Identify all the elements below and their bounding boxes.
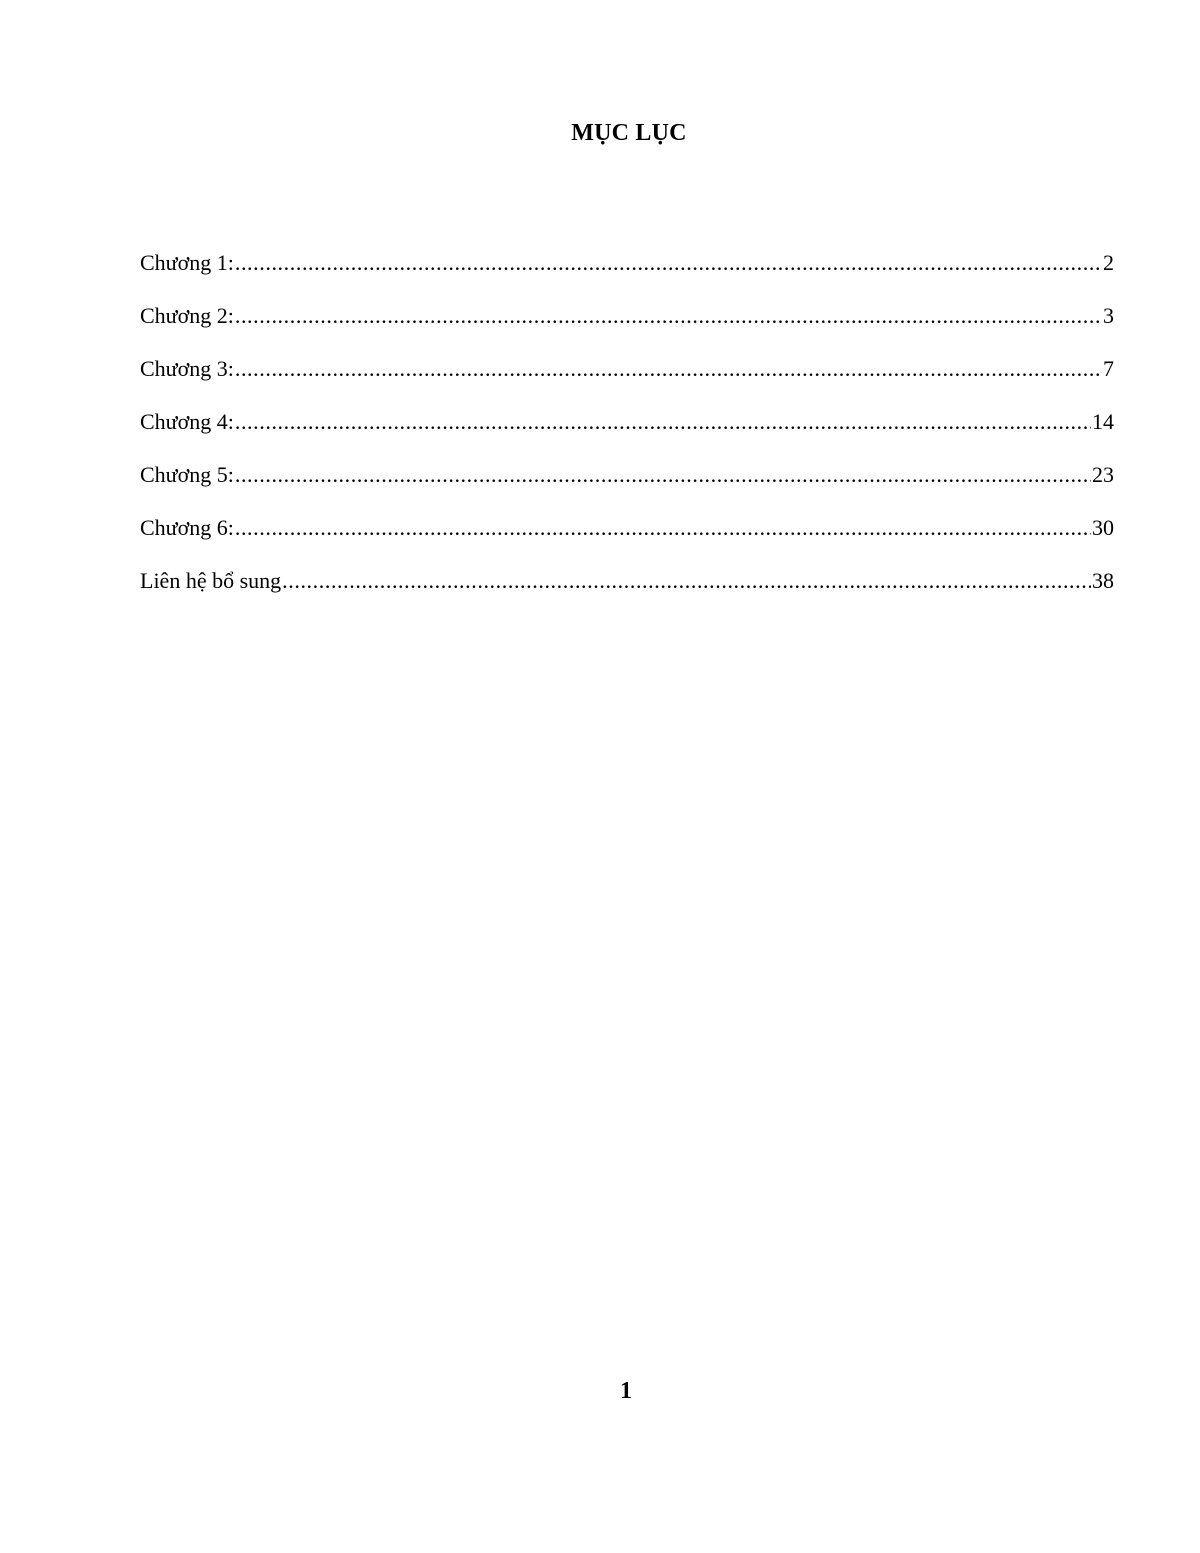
toc-entry-label: Chương 3: [140, 356, 234, 381]
toc-entry-chapter-2[interactable] [140, 299, 1114, 352]
toc-entry-label: Chương 2: [140, 303, 234, 328]
toc-entry-label: Liên hệ bổ sung [140, 568, 282, 593]
dot-leader [235, 352, 1102, 386]
page-number: 1 [620, 1378, 632, 1404]
toc-entry-contact[interactable] [140, 564, 1114, 617]
toc-entry-page: 2 [1103, 250, 1114, 275]
toc-entry-label: Chương 4: [140, 409, 234, 434]
toc-entry-chapter-5[interactable] [140, 458, 1114, 511]
dot-leader [235, 299, 1102, 333]
toc-entry-page: 38 [1092, 568, 1114, 593]
dot-leader [282, 564, 1091, 598]
toc-entry-page: 23 [1092, 462, 1114, 487]
dot-leader [235, 405, 1091, 439]
toc-entry-page: 14 [1092, 409, 1114, 434]
toc-entry-page: 30 [1092, 515, 1114, 540]
toc-entry-label: Chương 5: [140, 462, 234, 487]
toc-entry-chapter-4[interactable] [140, 405, 1114, 458]
dot-leader [235, 246, 1102, 280]
toc-entry-chapter-6[interactable] [140, 511, 1114, 564]
dot-leader [235, 511, 1091, 545]
table-of-contents [140, 246, 1114, 617]
dot-leader [235, 458, 1091, 492]
toc-entry-chapter-3[interactable] [140, 352, 1114, 405]
toc-entry-page: 7 [1103, 356, 1114, 381]
toc-title: MỤC LỤC [571, 120, 687, 146]
toc-entry-chapter-1[interactable] [140, 246, 1114, 299]
toc-entry-page: 3 [1103, 303, 1114, 328]
toc-entry-label: Chương 6: [140, 515, 234, 540]
toc-entry-label: Chương 1: [140, 250, 234, 275]
